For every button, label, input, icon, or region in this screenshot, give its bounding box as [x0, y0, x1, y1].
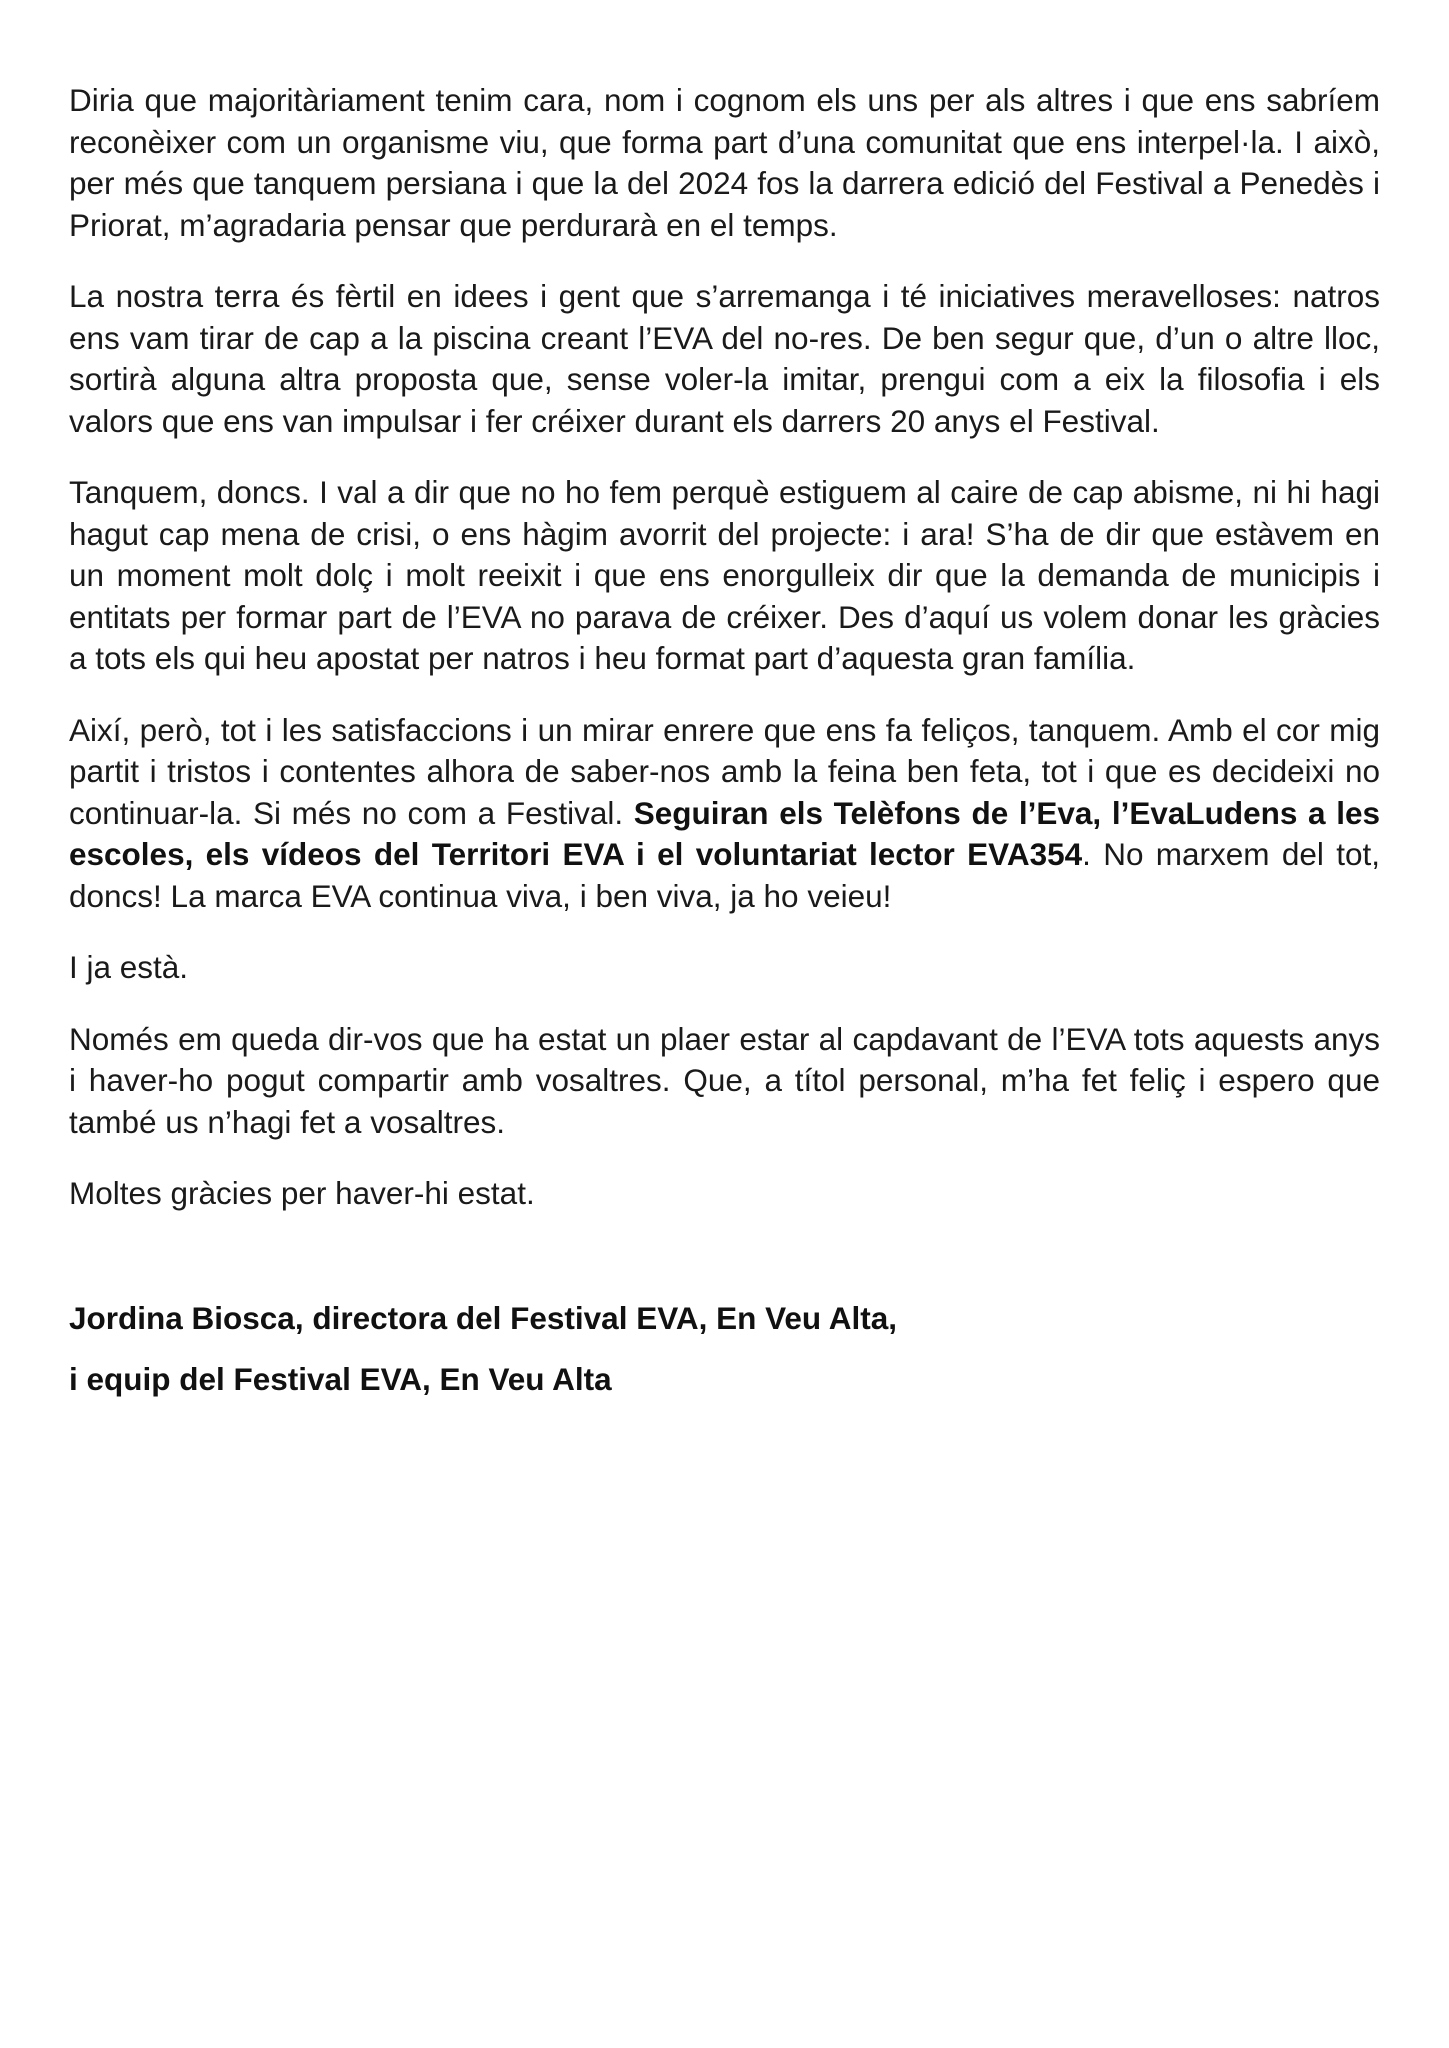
- paragraph-community: Diria que majoritàriament tenim cara, nom i cognom els uns per als altres i que ens sabríem reconèixer com un organisme viu, que forma part d’una comunitat que ens interpel·la. I això, per més que tanquem persiana i que la del 2024 fos la darrera edició del Festival a Penedès i Priorat, m’agradaria pensar que perdurarà en el temps.: [69, 82, 1380, 243]
- paragraph-continuing-projects: [69, 710, 1380, 918]
- paragraph-that-is-all: I ja està.: [69, 949, 189, 985]
- continuing-projects-highlight: Seguiran els Telèfons de l’Eva, l’EvaLudens a les escoles, els vídeos del Territori EVA i el voluntariat lector EVA354: [69, 794, 1380, 872]
- signature-team: i equip del Festival EVA, En Veu Alta: [69, 1361, 612, 1397]
- signature-director: Jordina Biosca, directora del Festival EVA, En Veu Alta,: [69, 1299, 898, 1336]
- paragraph-closing-reasons: Tanquem, doncs. I val a dir que no ho fem perquè estiguem al caire de cap abisme, ni hi hagi hagut cap mena de crisi, o ens hàgim avorrit del projecte: i ara! S’ha de dir que estàvem en un moment molt dolç i molt reeixit i que ens enorgulleix dir que la demanda de municipis i entitats per formar part de l’EVA no parava de créixer. Des d’aquí us volem donar les gràcies a tots els qui heu apostat per natros i heu format part d’aquesta gran família.: [69, 474, 1380, 676]
- paragraph-thanks: Moltes gràcies per haver-hi estat.: [69, 1175, 535, 1211]
- letter-page: [69, 80, 1380, 1421]
- continuing-outro-text: . No marxem del tot, doncs! La marca EVA continua viva, i ben viva, ja ho veieu!: [69, 836, 1380, 914]
- signature-block: [69, 1298, 1380, 1401]
- continuing-intro-text: Així, però, tot i les satisfaccions i un mirar enrere que ens fa feliços, tanquem. Amb el cor mig partit i tristos i contentes alhora de saber-nos amb la feina ben feta, tot i que es decideixi no continuar-la. Si més no com a Festival.: [69, 711, 1380, 831]
- paragraph-fertile-land: La nostra terra és fèrtil en idees i gent que s’arremanga i té iniciatives meravelloses: natros ens vam tirar de cap a la piscina creant l’EVA del no-res. De ben segur que, d’un o altre lloc, sortirà alguna altra proposta que, sense voler-la imitar, prengui com a eix la filosofia i els valors que ens van impulsar i fer créixer durant els darrers 20 anys el Festival.: [69, 278, 1380, 439]
- paragraph-pleasure: Només em queda dir-vos que ha estat un plaer estar al capdavant de l’EVA tots aquests anys i haver-ho pogut compartir amb vosaltres. Que, a títol personal, m’ha fet feliç i espero que també us n’hagi fet a vosaltres.: [69, 1020, 1380, 1140]
